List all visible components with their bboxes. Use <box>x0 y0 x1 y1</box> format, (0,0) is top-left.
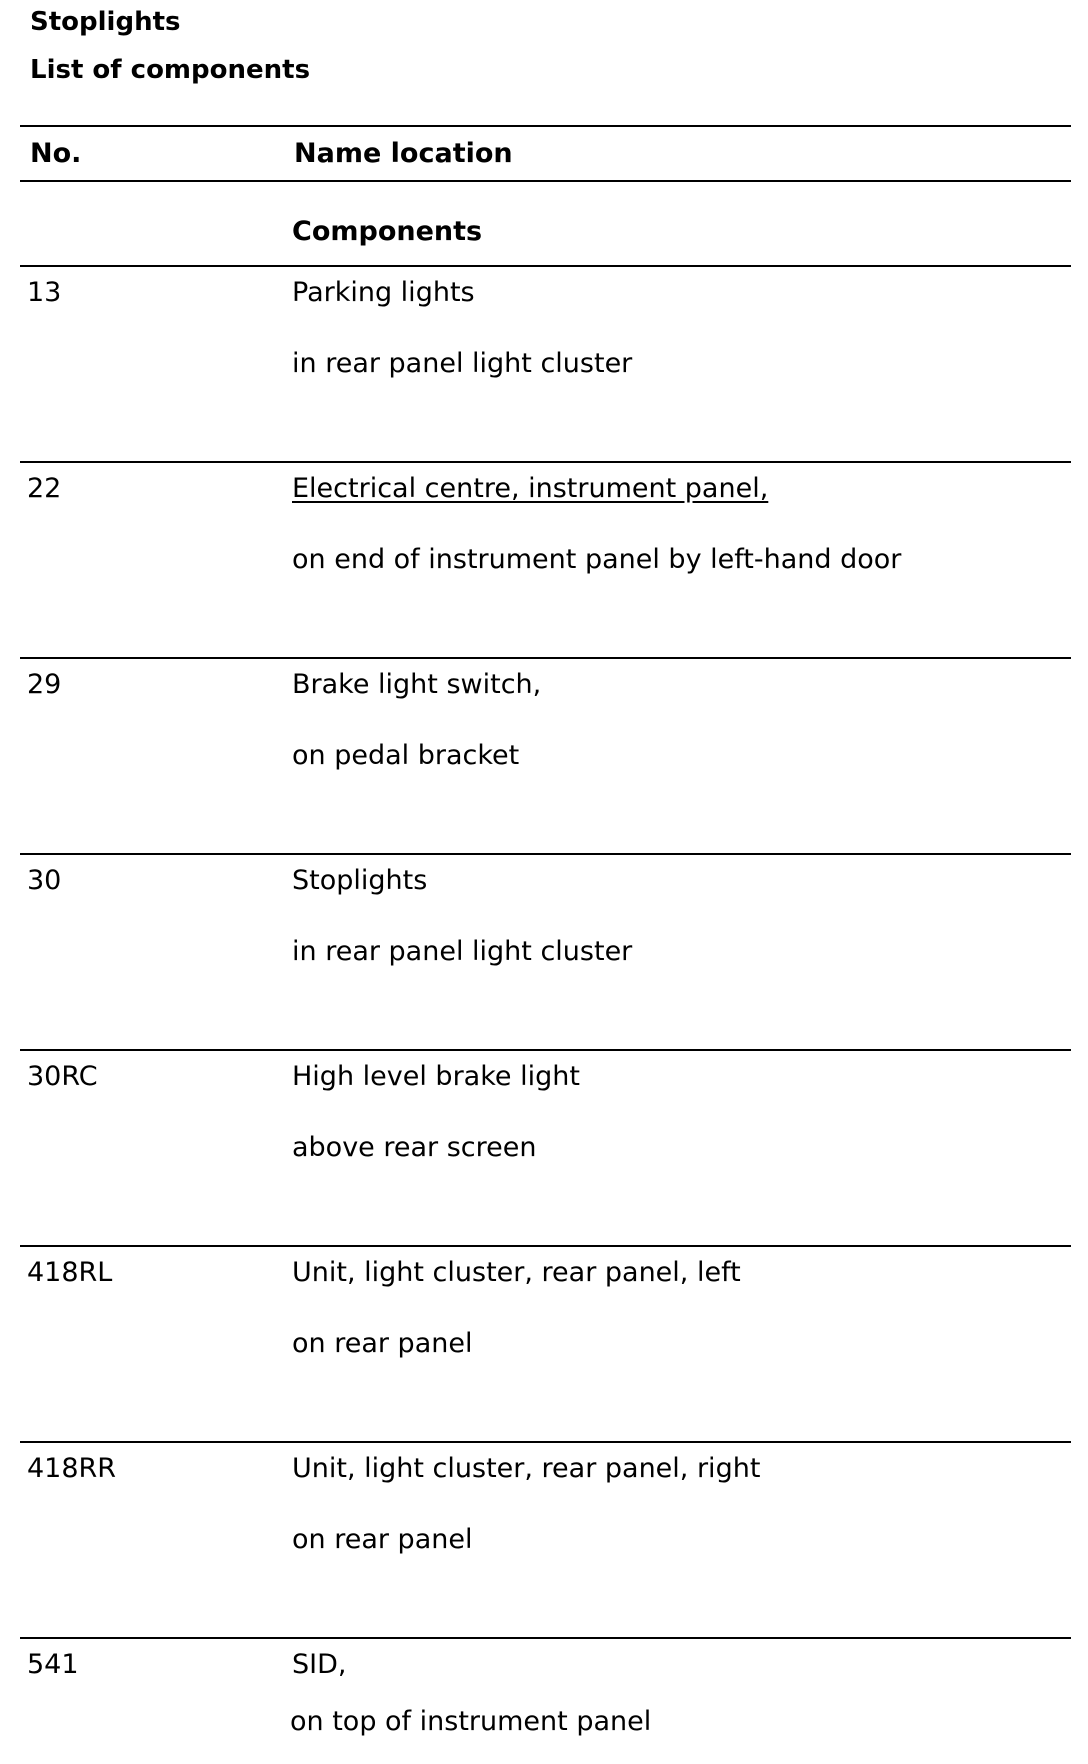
component-location: in rear panel light cluster <box>292 348 633 379</box>
component-number: 30RC <box>27 1061 98 1092</box>
component-location: on pedal bracket <box>292 740 520 771</box>
row-divider-rule <box>20 657 1071 659</box>
row-divider-rule <box>20 1245 1071 1247</box>
component-name: SID, <box>292 1649 347 1680</box>
component-number: 418RR <box>27 1453 117 1484</box>
table-row <box>0 1049 1088 1245</box>
component-number: 22 <box>27 473 62 504</box>
table-top-rule <box>20 125 1071 127</box>
table-row <box>0 265 1088 461</box>
table-row <box>0 1441 1088 1637</box>
component-location: on top of instrument panel <box>290 1706 652 1737</box>
row-divider-rule <box>20 853 1071 855</box>
column-subheader-components: Components <box>292 216 483 247</box>
table-row <box>0 853 1088 1049</box>
component-name: Stoplights <box>292 865 428 896</box>
table-row <box>0 1637 1088 1764</box>
row-divider-rule <box>20 1049 1071 1051</box>
component-location: in rear panel light cluster <box>292 936 633 967</box>
component-location: on rear panel <box>292 1328 473 1359</box>
page-title: Stoplights <box>30 7 181 37</box>
table-row <box>0 461 1088 657</box>
component-location: on rear panel <box>292 1524 473 1555</box>
page-subtitle: List of components <box>30 55 311 85</box>
component-name: High level brake light <box>292 1061 580 1092</box>
component-number: 541 <box>27 1649 79 1680</box>
row-divider-rule <box>20 461 1071 463</box>
column-header-no: No. <box>30 138 82 169</box>
component-name: Parking lights <box>292 277 475 308</box>
component-number: 13 <box>27 277 62 308</box>
header-divider-rule <box>20 180 1071 182</box>
component-number: 418RL <box>27 1257 113 1288</box>
row-divider-rule <box>20 1441 1071 1443</box>
component-location: on end of instrument panel by left-hand door <box>292 544 902 575</box>
component-name: Unit, light cluster, rear panel, left <box>292 1257 741 1288</box>
component-name: Unit, light cluster, rear panel, right <box>292 1453 761 1484</box>
component-name: Electrical centre, instrument panel, <box>292 473 769 504</box>
component-name: Brake light switch, <box>292 669 542 700</box>
column-header-name-location: Name location <box>294 138 513 169</box>
component-location: above rear screen <box>292 1132 537 1163</box>
row-divider-rule <box>20 1637 1071 1639</box>
table-row <box>0 1245 1088 1441</box>
component-number: 29 <box>27 669 62 700</box>
component-number: 30 <box>27 865 62 896</box>
table-row <box>0 657 1088 853</box>
row-divider-rule <box>20 265 1071 267</box>
